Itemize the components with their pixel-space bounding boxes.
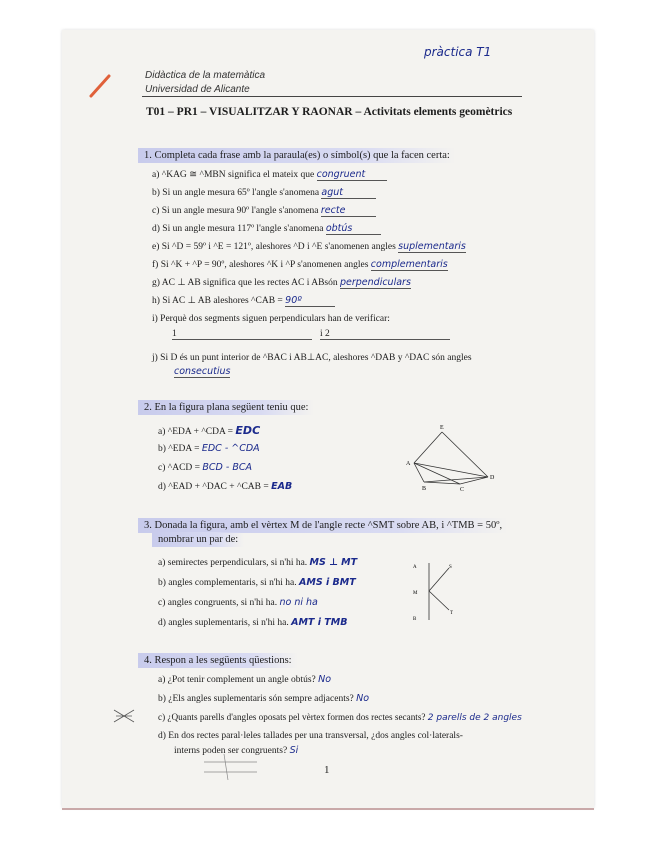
s1-item-b: b) Si un angle mesura 65º l'angle s'anomena agut: [152, 187, 376, 199]
page-title: T01 – PR1 – VISUALITZAR Y RAONAR – Activitats elements geomètrics: [146, 106, 513, 118]
section2-heading: 2. En la figura plana següent teniu que:: [138, 400, 314, 415]
s4-item-d: d) En dos rectes paral·leles tallades per una transversal, ¿dos angles col·laterals-: [158, 731, 463, 741]
s4-item-c: c) ¿Quants parells d'angles oposats pel vèrtex formen dos rectes secants? 2 parells de 2 angles: [158, 712, 522, 723]
s1-item-i-line2: i 2: [320, 329, 450, 340]
worksheet-page: [62, 30, 594, 808]
s1-item-a: a) ^KAG ≅ ^MBN significa el mateix que congruent: [152, 169, 387, 181]
fig3-label-s: S: [449, 565, 452, 570]
s1-item-h: h) Si AC ⊥ AB aleshores ^CAB = 90º: [152, 295, 335, 307]
fig2-label-e: E: [440, 425, 444, 431]
cross-mark-icon: [112, 708, 138, 724]
fig2-label-a: A: [406, 461, 411, 467]
s1-item-i-line1: 1: [172, 329, 312, 340]
s1-item-j-answer: consecutius: [174, 366, 231, 377]
figure-triangles: [402, 422, 502, 492]
s1-item-i: i) Perquè dos segments siguen perpendiculars han de verificar:: [152, 314, 390, 324]
fig3-label-m: M: [413, 591, 418, 596]
section3-heading: 3. Donada la figura, amb el vèrtex M de l'angle recte ^SMT sobre AB, i ^TMB = 50º,: [138, 518, 508, 533]
s1-item-j: j) Si D és un punt interior de ^BAC i AB⊥AC, aleshores ^DAB y ^DAC són angles: [152, 353, 472, 363]
s1-item-d: d) Si un angle mesura 117º l'angle s'anomena obtús: [152, 223, 381, 235]
s4-item-d-line2: interns poden ser congruents? Si: [174, 745, 299, 756]
section4-heading: 4. Respon a les següents qüestions:: [138, 653, 298, 668]
figure-angle-smt: [407, 558, 457, 628]
s1-item-c: c) Si un angle mesura 90º l'angle s'anomena recte: [152, 205, 376, 217]
s2-item-a: a) ^EDA + ^CDA = EDC: [158, 424, 261, 437]
s3-item-a: a) semirectes perpendiculars, si n'hi ha. MS ⊥ MT: [158, 557, 358, 568]
s3-item-c: c) angles congruents, si n'hi ha. no ni ha: [158, 597, 318, 608]
sketch-parallel-lines: [202, 752, 262, 782]
s3-item-d: d) angles suplementaris, si n'hi ha. AMT i TMB: [158, 617, 348, 628]
s2-item-c: c) ^ACD = BCD - BCA: [158, 462, 252, 473]
header-divider: [142, 96, 522, 97]
page-bottom-edge: [62, 808, 594, 810]
s4-item-a: a) ¿Pot tenir complement un angle obtús? No: [158, 674, 332, 685]
fig3-label-b: B: [413, 617, 417, 622]
s1-item-g: g) AC ⊥ AB significa que les rectes AC i ABsón perpendiculars: [152, 277, 411, 288]
s2-item-b: b) ^EDA = EDC - ^CDA: [158, 443, 260, 454]
fig2-label-d: D: [490, 475, 495, 481]
corner-note: pràctica T1: [424, 45, 492, 59]
section1-heading: 1. Completa cada frase amb la paraula(es) o símbol(s) que la facen certa:: [138, 148, 456, 163]
page-number: 1: [324, 764, 330, 776]
s2-item-d: d) ^EAD + ^DAC + ^CAB = EAB: [158, 481, 293, 492]
fig3-label-a: A: [413, 565, 417, 570]
fig2-label-b: B: [422, 486, 427, 492]
s3-item-b: b) angles complementaris, si n'hi ha. AMS i BMT: [158, 577, 356, 588]
section3-heading-2: nombrar un par de:: [152, 532, 244, 547]
fig3-label-t: T: [450, 611, 454, 616]
header-line1: Didàctica de la matemàtica: [145, 70, 266, 81]
s4-item-b: b) ¿Els angles suplementaris són sempre adjacents? No: [158, 693, 370, 704]
header-line2: Universidad de Alicante: [145, 84, 250, 95]
s1-item-e: e) Si ^D = 59º i ^E = 121º, aleshores ^D i ^E s'anomenen angles suplementaris: [152, 241, 466, 252]
s1-item-f: f) Si ^K + ^P = 90º, aleshores ^K i ^P s'anomenen angles complementaris: [152, 259, 448, 270]
fig2-label-c: C: [460, 487, 465, 492]
pen-mark-icon: [87, 70, 117, 100]
